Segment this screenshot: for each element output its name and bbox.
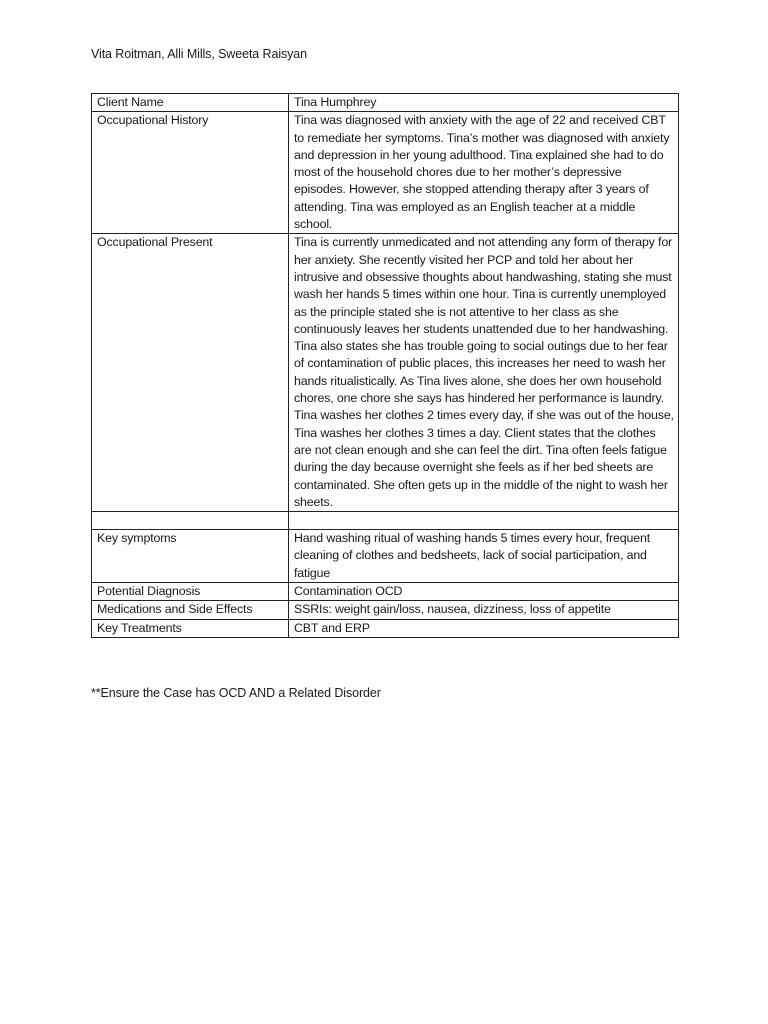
row-value-empty — [289, 512, 679, 530]
case-table — [91, 93, 679, 638]
row-value-medications: SSRIs: weight gain/loss, nausea, dizziness, loss of appetite — [289, 601, 679, 619]
row-value-key-treatments: CBT and ERP — [289, 619, 679, 637]
row-value-client-name: Tina Humphrey — [289, 94, 679, 112]
row-value-occupational-history: Tina was diagnosed with anxiety with the age of 22 and received CBT to remediate her symptoms. Tina’s mother was diagnosed with anxiety and depression in her young adulthood. Tina explained she had to do most of the household chores due to her mother’s depressive episodes. However, she stopped attending therapy after 3 years of attending. Tina was employed as an English teacher at a middle school. — [289, 112, 679, 234]
row-label-empty — [92, 512, 289, 530]
table-row — [92, 619, 679, 637]
table-row-empty — [92, 512, 679, 530]
authors-line: Vita Roitman, Alli Mills, Sweeta Raisyan — [91, 47, 307, 61]
row-label-key-treatments: Key Treatments — [92, 619, 289, 637]
row-value-potential-diagnosis: Contamination OCD — [289, 583, 679, 601]
footer-note: **Ensure the Case has OCD AND a Related Disorder — [91, 686, 381, 700]
table-row — [92, 112, 679, 234]
table-row — [92, 601, 679, 619]
table-row — [92, 94, 679, 112]
row-label-potential-diagnosis: Potential Diagnosis — [92, 583, 289, 601]
row-value-occupational-present: Tina is currently unmedicated and not attending any form of therapy for her anxiety. She recently visited her PCP and told her about her intrusive and obsessive thoughts about handwashing, stating she must wash her hands 5 times within one hour. Tina is currently unemployed as the principle stated she is not attentive to her class as she continuously leaves her students unattended due to her handwashing. Tina also states she has trouble going to social outings due to her fear of contamination of public places, this increases her need to wash her hands ritualistically. As Tina lives alone, she does her own household chores, one chore she says has hindered her performance is laundry. Tina washes her clothes 2 times every day, if she was out of the house, Tina washes her clothes 3 times a day. Client states that the clothes are not clean enough and she can feel the dirt. Tina often feels fatigue during the day because overnight she feels as if her bed sheets are contaminated. She often gets up in the middle of the night to wash her sheets. — [289, 234, 679, 512]
row-label-occupational-history: Occupational History — [92, 112, 289, 234]
row-label-key-symptoms: Key symptoms — [92, 530, 289, 583]
table-row — [92, 583, 679, 601]
row-label-occupational-present: Occupational Present — [92, 234, 289, 512]
table-row — [92, 530, 679, 583]
row-label-client-name: Client Name — [92, 94, 289, 112]
row-label-medications: Medications and Side Effects — [92, 601, 289, 619]
row-value-key-symptoms: Hand washing ritual of washing hands 5 times every hour, frequent cleaning of clothes and bedsheets, lack of social participation, and fatigue — [289, 530, 679, 583]
table-row — [92, 234, 679, 512]
